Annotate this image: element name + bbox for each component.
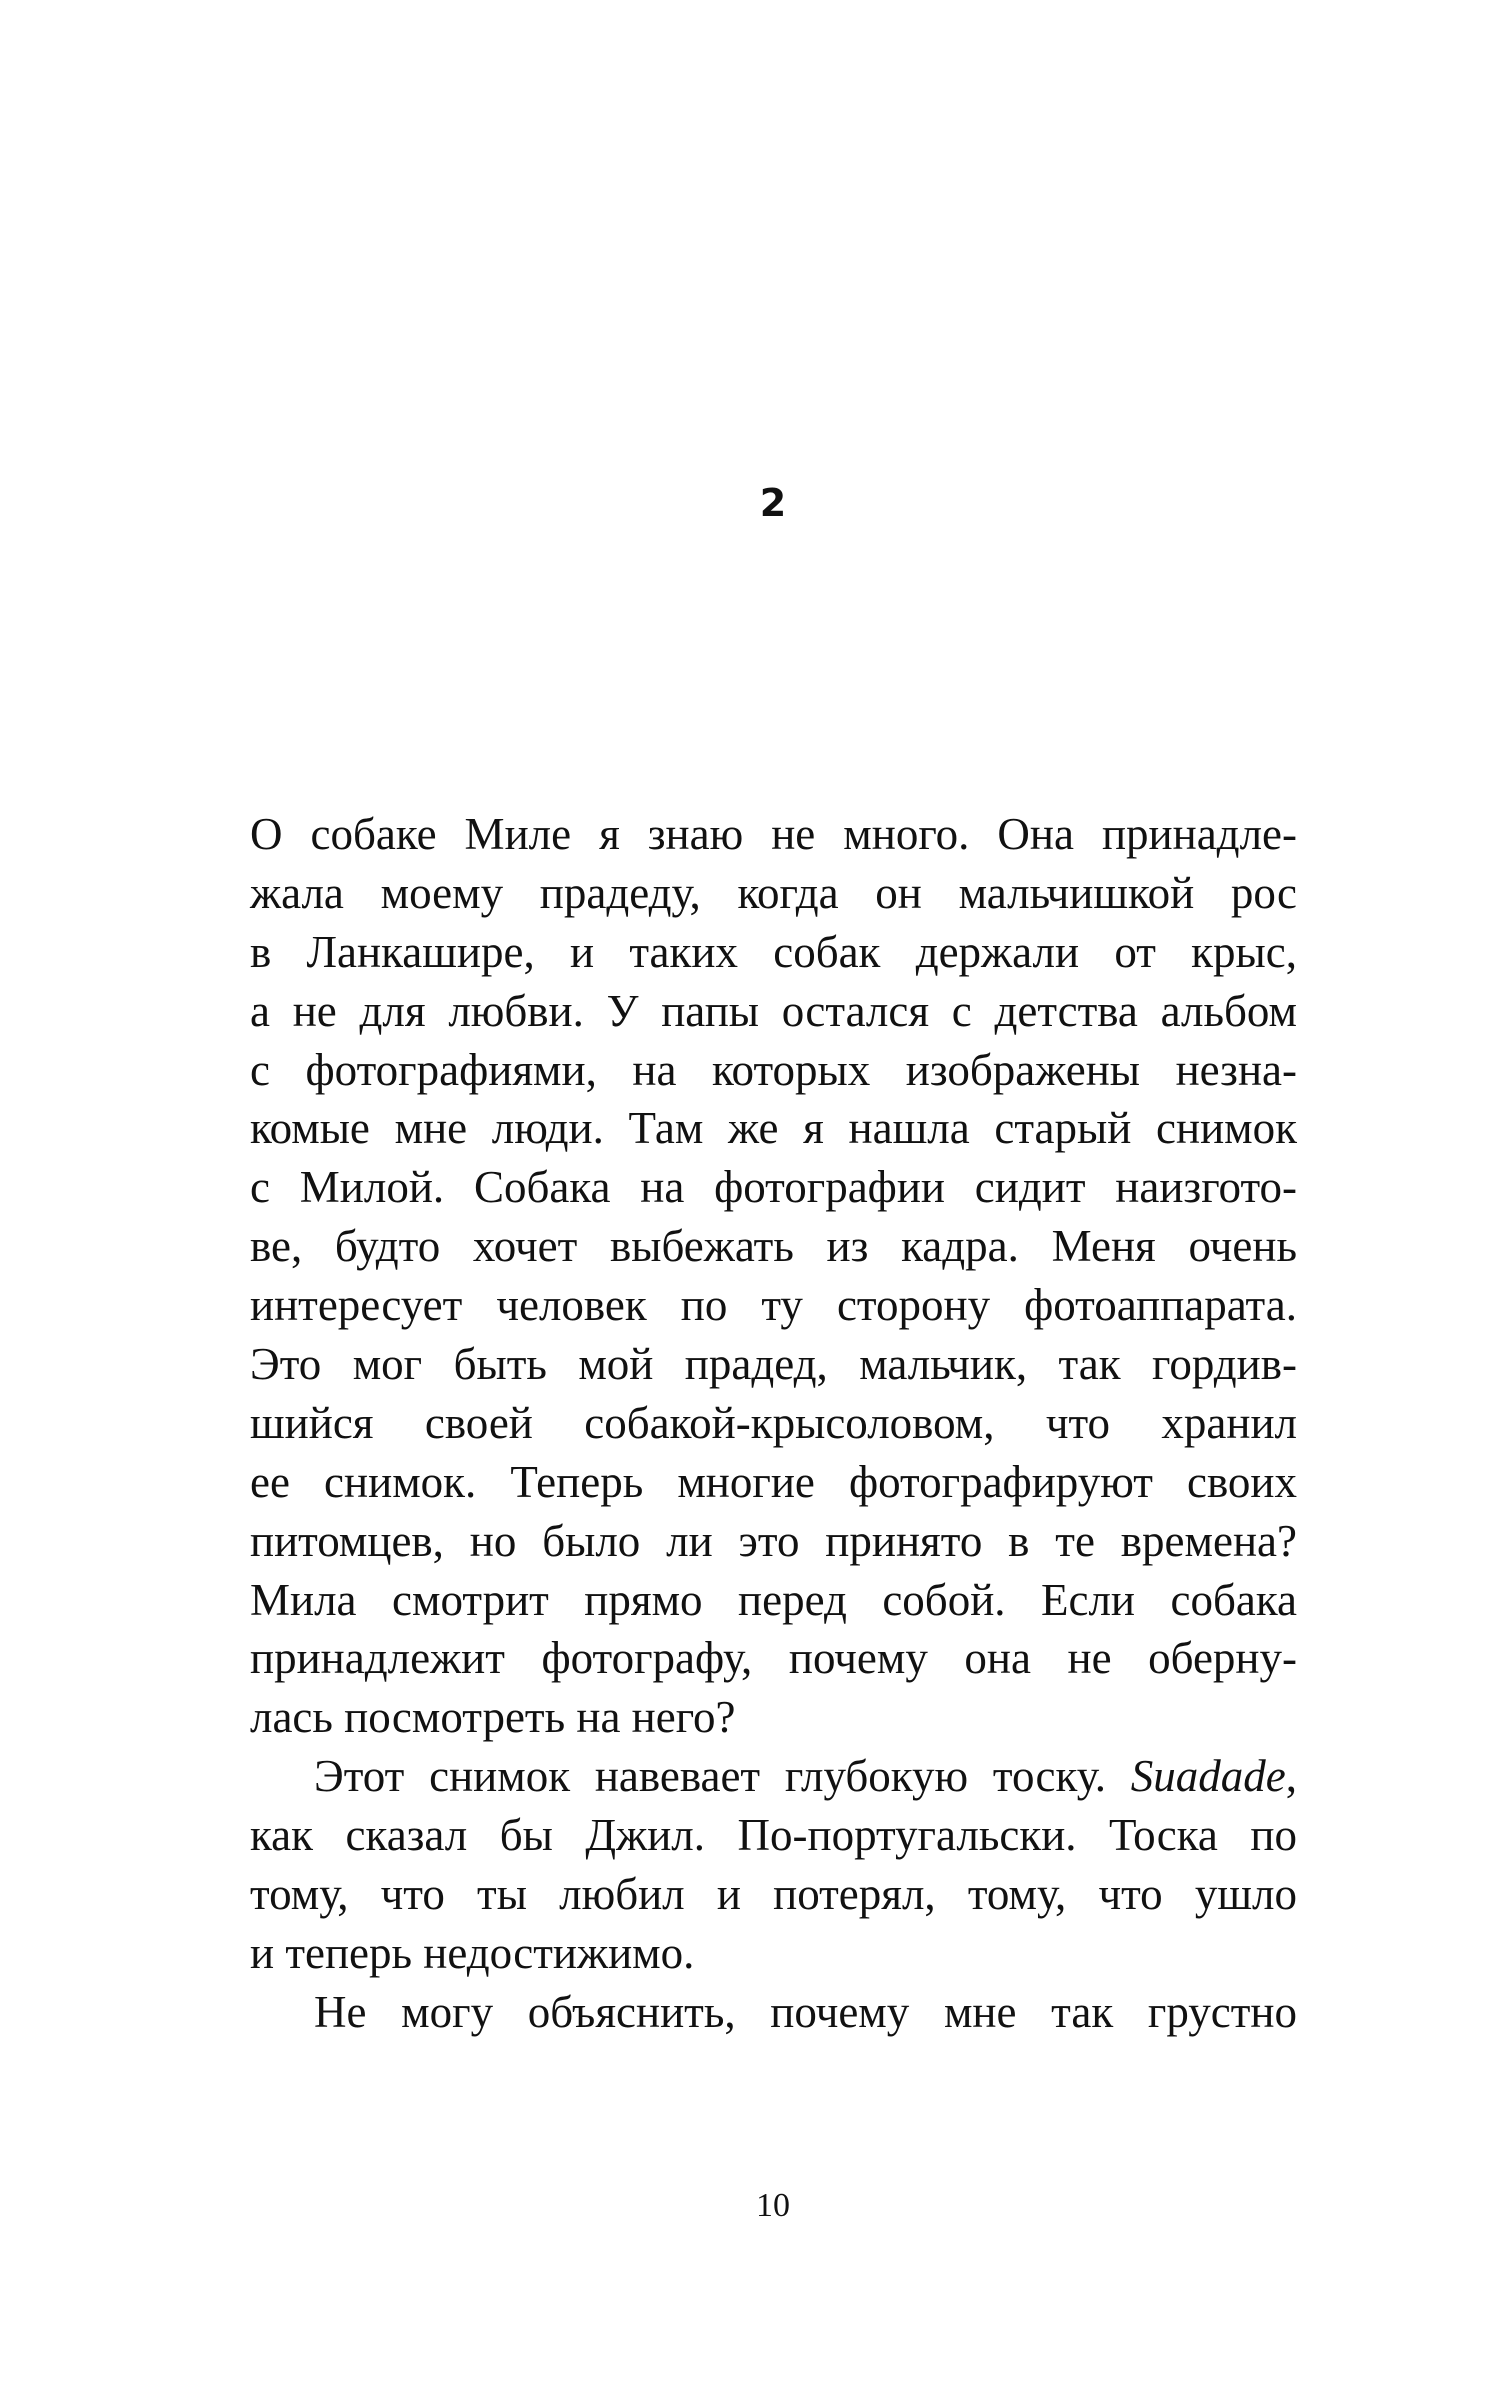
text-line: шийся своей собакой-крысоловом, что хранил <box>250 1397 1297 1448</box>
chapter-number: 2 <box>759 481 787 525</box>
text-line: а не для любви. У папы остался с детства альбом <box>250 985 1297 1036</box>
text-line: тому, что ты любил и потерял, тому, что ушло <box>250 1869 1297 1920</box>
body-text <box>250 805 1297 2042</box>
text-line: принадлежит фотографу, почему она не оберну- <box>250 1633 1297 1684</box>
text-line: с фотографиями, на которых изображены незна- <box>250 1044 1297 1095</box>
text-line: с Милой. Собака на фотографии сидит наизгото- <box>250 1162 1297 1213</box>
text-segment: Этот снимок навевает глубокую тоску. <box>314 1751 1131 1802</box>
text-line: питомцев, но было ли это принято в те времена? <box>250 1515 1297 1566</box>
italic-word: Suadade <box>1130 1751 1286 1802</box>
text-line: Это мог быть мой прадед, мальчик, так гордив- <box>250 1339 1297 1390</box>
text-segment: , <box>1285 1751 1297 1802</box>
text-line: как сказал бы Джил. По-португальски. Тоска по <box>250 1810 1297 1861</box>
text-line: интересует человек по ту сторону фотоаппарата. <box>250 1280 1297 1331</box>
text-line: О собаке Миле я знаю не много. Она принадле- <box>250 809 1297 859</box>
text-line: ее снимок. Теперь многие фотографируют своих <box>250 1456 1297 1507</box>
paragraph-start-line: Не могу объяснить, почему мне так грустно <box>314 1986 1297 2037</box>
text-line: жала моему прадеду, когда он мальчишкой рос <box>250 867 1297 918</box>
paragraph-start-line <box>250 1747 1297 1806</box>
text-line: комые мне люди. Там же я нашла старый снимок <box>250 1103 1297 1154</box>
text-line: в Ланкашире, и таких собак держали от крыс, <box>250 926 1297 977</box>
text-line: ве, будто хочет выбежать из кадра. Меня очень <box>250 1221 1297 1272</box>
paragraph-end-line: лась посмотреть на него? <box>250 1692 736 1743</box>
text-line: Мила смотрит прямо перед собой. Если собака <box>250 1574 1297 1625</box>
paragraph-end-line: и теперь недостижимо. <box>250 1927 695 1978</box>
page-number: 10 <box>756 2187 790 2224</box>
